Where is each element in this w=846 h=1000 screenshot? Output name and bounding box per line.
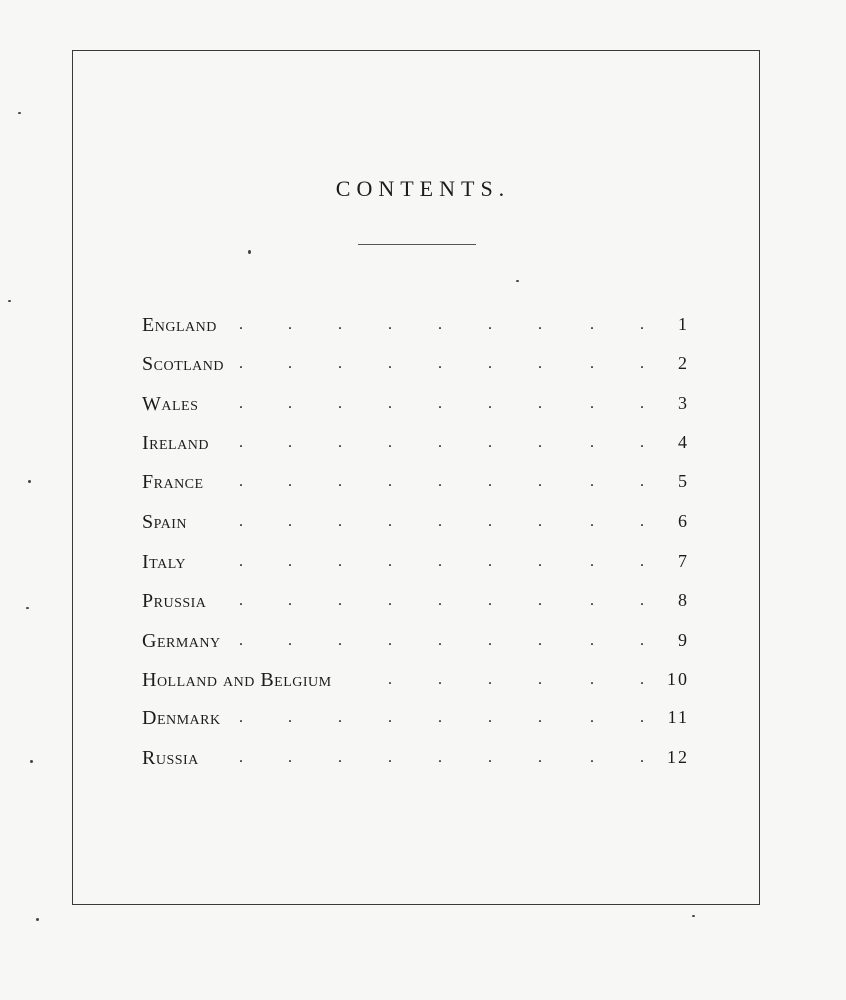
leader-dot: . <box>288 632 292 649</box>
leader-dot: . <box>338 632 342 649</box>
toc-entry-page: 3 <box>678 393 689 413</box>
leader-dot: . <box>538 395 542 412</box>
leader-dot: . <box>239 513 243 530</box>
leader-dot: . <box>488 671 492 688</box>
leader-dot: . <box>590 434 594 451</box>
leader-dot: . <box>239 592 243 609</box>
toc-entry-ireland[interactable] <box>142 432 697 458</box>
leader-dot: . <box>239 632 243 649</box>
toc-entry-label: Holland and Belgium <box>142 669 332 691</box>
leader-dot: . <box>438 355 442 372</box>
leader-dot: . <box>388 355 392 372</box>
scan-speck <box>8 300 11 302</box>
toc-entry-label: Prussia <box>142 590 207 612</box>
leader-dot: . <box>640 709 644 726</box>
leader-dot: . <box>239 395 243 412</box>
leader-dot: . <box>388 592 392 609</box>
leader-dot: . <box>640 395 644 412</box>
leader-dot: . <box>239 434 243 451</box>
leader-dot: . <box>438 395 442 412</box>
scan-speck <box>248 250 251 254</box>
leader-dot: . <box>388 434 392 451</box>
leader-dot: . <box>640 632 644 649</box>
leader-dot: . <box>590 395 594 412</box>
leader-dot: . <box>288 434 292 451</box>
leader-dot: . <box>590 749 594 766</box>
leader-dot: . <box>288 592 292 609</box>
leader-dot: . <box>590 553 594 570</box>
leader-dot: . <box>590 355 594 372</box>
leader-dot: . <box>438 473 442 490</box>
leader-dot: . <box>640 473 644 490</box>
leader-dot: . <box>288 395 292 412</box>
leader-dot: . <box>538 592 542 609</box>
leader-dot: . <box>538 671 542 688</box>
leader-dot: . <box>338 749 342 766</box>
leader-dot: . <box>239 553 243 570</box>
toc-entry-russia[interactable] <box>142 747 697 773</box>
leader-dot: . <box>538 473 542 490</box>
toc-entry-page: 10 <box>667 669 689 689</box>
toc-entry-prussia[interactable] <box>142 590 697 616</box>
toc-entry-germany[interactable] <box>142 630 697 656</box>
leader-dot: . <box>488 395 492 412</box>
leader-dot: . <box>538 434 542 451</box>
leader-dot: . <box>488 553 492 570</box>
leader-dot: . <box>438 671 442 688</box>
leader-dot: . <box>338 709 342 726</box>
leader-dot: . <box>640 316 644 333</box>
leader-dot: . <box>640 513 644 530</box>
scan-speck <box>30 760 33 763</box>
leader-dot: . <box>239 749 243 766</box>
leader-dot: . <box>438 709 442 726</box>
leader-dot: . <box>438 632 442 649</box>
leader-dot: . <box>538 632 542 649</box>
toc-entry-label: England <box>142 314 217 336</box>
leader-dot: . <box>438 553 442 570</box>
toc-entry-page: 11 <box>667 707 689 727</box>
leader-dot: . <box>538 709 542 726</box>
toc-entry-spain[interactable] <box>142 511 697 537</box>
leader-dot: . <box>388 632 392 649</box>
leader-dot: . <box>590 513 594 530</box>
leader-dot: . <box>438 434 442 451</box>
leader-dot: . <box>488 632 492 649</box>
leader-dot: . <box>288 513 292 530</box>
leader-dot: . <box>239 709 243 726</box>
toc-entry-page: 7 <box>678 551 689 571</box>
toc-entry-label: Spain <box>142 511 188 533</box>
leader-dot: . <box>488 513 492 530</box>
leader-dot: . <box>338 513 342 530</box>
toc-entry-label: Wales <box>142 393 199 415</box>
leader-dot: . <box>488 473 492 490</box>
page-title: CONTENTS. <box>335 176 511 201</box>
toc-entry-denmark[interactable] <box>142 707 697 733</box>
leader-dot: . <box>338 592 342 609</box>
title-rule <box>358 244 476 245</box>
leader-dot: . <box>438 749 442 766</box>
leader-dot: . <box>388 749 392 766</box>
leader-dot: . <box>338 316 342 333</box>
leader-dot: . <box>438 592 442 609</box>
leader-dot: . <box>239 316 243 333</box>
scan-speck <box>28 480 31 483</box>
leader-dot: . <box>640 553 644 570</box>
toc-entry-page: 8 <box>678 590 689 610</box>
leader-dot: . <box>438 513 442 530</box>
toc-entry-page: 2 <box>678 353 689 373</box>
toc-entry-italy[interactable] <box>142 551 697 577</box>
leader-dot: . <box>388 395 392 412</box>
leader-dot: . <box>538 553 542 570</box>
toc-entry-page: 12 <box>667 747 689 767</box>
scan-speck <box>18 112 21 114</box>
leader-dot: . <box>338 395 342 412</box>
toc-entry-page: 5 <box>678 471 689 491</box>
leader-dot: . <box>488 434 492 451</box>
leader-dot: . <box>338 473 342 490</box>
leader-dot: . <box>338 355 342 372</box>
toc-entry-page: 9 <box>678 630 689 650</box>
leader-dot: . <box>388 473 392 490</box>
leader-dot: . <box>590 473 594 490</box>
scan-speck <box>516 280 519 282</box>
scan-speck <box>36 918 39 921</box>
leader-dot: . <box>388 513 392 530</box>
leader-dot: . <box>640 355 644 372</box>
leader-dot: . <box>288 749 292 766</box>
toc-entry-england[interactable] <box>142 314 697 340</box>
leader-dot: . <box>488 355 492 372</box>
toc-entry-page: 4 <box>678 432 689 452</box>
leader-dot: . <box>288 709 292 726</box>
leader-dot: . <box>640 671 644 688</box>
leader-dot: . <box>388 671 392 688</box>
toc-entry-label: Ireland <box>142 432 209 454</box>
leader-dot: . <box>288 473 292 490</box>
toc-entry-label: Russia <box>142 747 199 769</box>
leader-dot: . <box>538 513 542 530</box>
leader-dot: . <box>640 434 644 451</box>
leader-dot: . <box>239 355 243 372</box>
leader-dot: . <box>590 316 594 333</box>
scan-speck <box>26 607 29 609</box>
scan-speck <box>692 915 695 917</box>
leader-dot: . <box>488 592 492 609</box>
leader-dot: . <box>538 355 542 372</box>
toc-entry-label: Germany <box>142 630 221 652</box>
toc-entry-page: 1 <box>678 314 689 334</box>
toc-entry-label: France <box>142 471 204 493</box>
leader-dot: . <box>590 709 594 726</box>
leader-dot: . <box>438 316 442 333</box>
leader-dot: . <box>338 553 342 570</box>
leader-dot: . <box>640 749 644 766</box>
leader-dot: . <box>590 671 594 688</box>
leader-dot: . <box>288 316 292 333</box>
toc-entry-scotland[interactable] <box>142 353 697 379</box>
leader-dot: . <box>388 709 392 726</box>
toc-entry-label: Italy <box>142 551 186 573</box>
leader-dot: . <box>488 316 492 333</box>
toc-entry-label: Scotland <box>142 353 225 375</box>
toc-entry-wales[interactable] <box>142 393 697 419</box>
toc-entry-holland-and-belgium[interactable] <box>142 669 697 695</box>
leader-dot: . <box>488 709 492 726</box>
leader-dot: . <box>288 553 292 570</box>
leader-dot: . <box>590 592 594 609</box>
leader-dot: . <box>640 592 644 609</box>
toc-entry-page: 6 <box>678 511 689 531</box>
leader-dot: . <box>288 355 292 372</box>
leader-dot: . <box>538 749 542 766</box>
leader-dot: . <box>488 749 492 766</box>
leader-dot: . <box>590 632 594 649</box>
leader-dot: . <box>338 434 342 451</box>
leader-dot: . <box>239 473 243 490</box>
leader-dot: . <box>388 316 392 333</box>
leader-dot: . <box>388 553 392 570</box>
leader-dot: . <box>538 316 542 333</box>
toc-entry-label: Denmark <box>142 707 221 729</box>
toc-entry-france[interactable] <box>142 471 697 497</box>
